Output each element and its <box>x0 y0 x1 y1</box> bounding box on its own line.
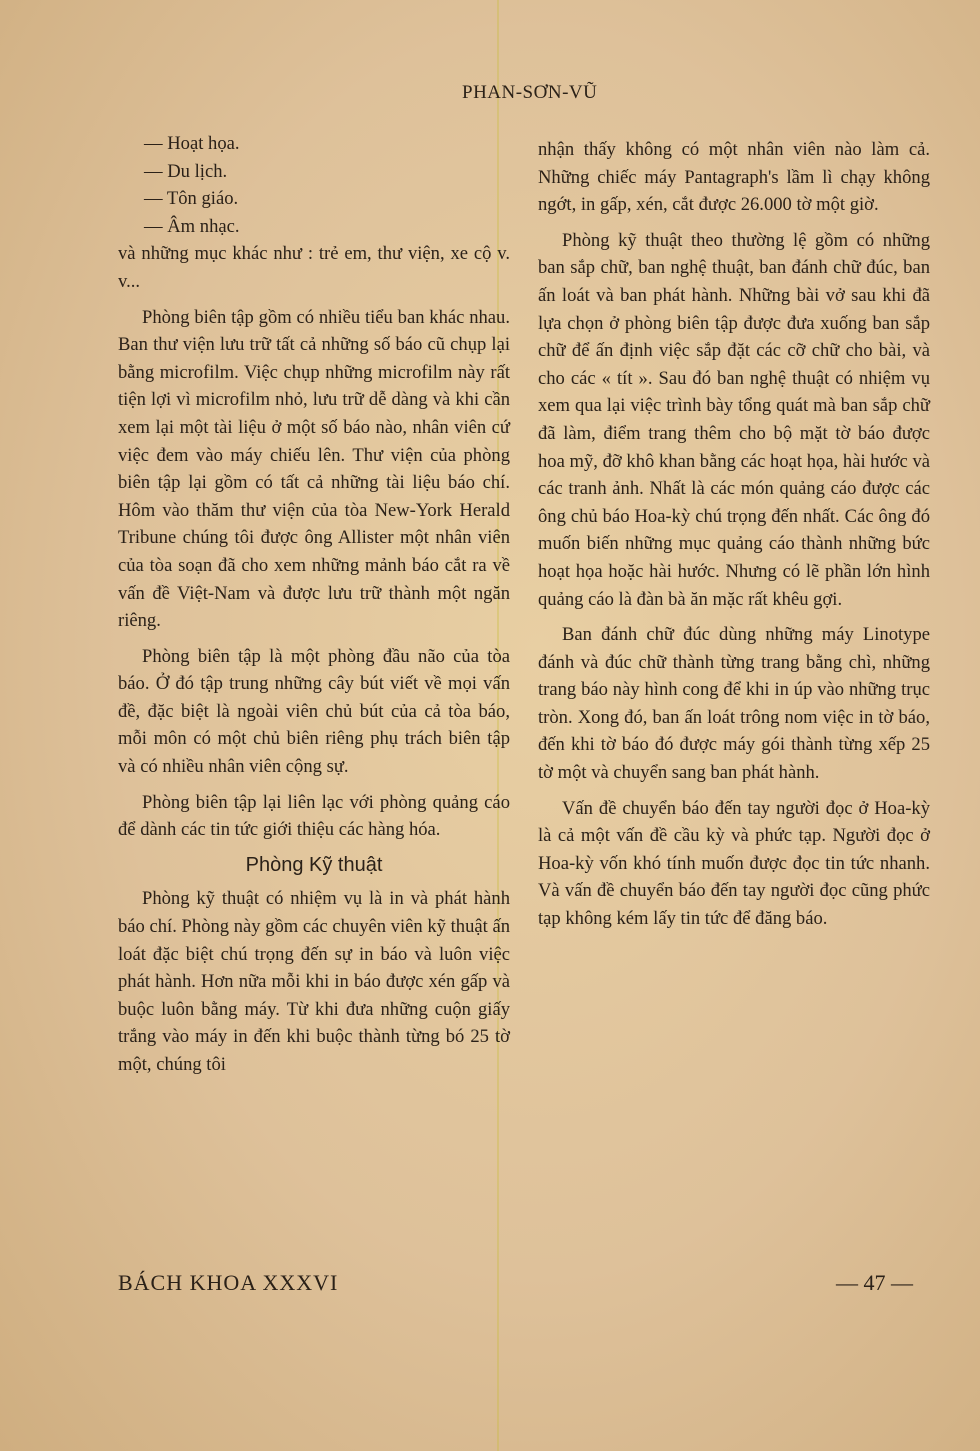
paragraph: Phòng biên tập là một phòng đầu não của tòa báo. Ở đó tập trung những cây bút viết về mọi vấn đề, đặc biệt là ngoài viên chủ bút của cả tòa báo, mỗi môn có một chủ biên riêng phụ trách biên tập và có nhiều nhân viên cộng sự. <box>118 645 510 778</box>
paragraph: Phòng biên tập lại liên lạc với phòng quảng cáo để dành các tin tức giới thiệu các hàng hóa. <box>118 791 510 841</box>
list-item: — Tôn giáo. <box>144 188 239 210</box>
left-column <box>118 130 510 1087</box>
paragraph: Phòng biên tập gồm có nhiều tiểu ban khác nhau. Ban thư viện lưu trữ tất cả những số báo cũ chụp lại bằng microfilm. Việc chụp những microfilm này rất tiện lợi vì microfilm nhỏ, lưu trữ dễ dàng và khi cần xem lại một tài liệu ở một số báo nào, nhân viên cứ việc đem vào máy chiếu lên. Thư viện của phòng biên tập lại gồm có tất cả những tài liệu báo chí. Hôm vào thăm thư viện của tòa New-York Herald Tribune chúng tôi được ông Allister một nhân viên của tòa soạn đã cho xem những mảnh báo cắt ra về vấn đề Việt-Nam và được lưu trữ thành một ngăn riêng. <box>118 306 510 632</box>
page-header: PHAN-SƠN-VŨ <box>462 82 598 103</box>
publication-footer: BÁCH KHOA XXXVI <box>118 1270 339 1295</box>
right-column <box>538 136 930 941</box>
paragraph: và những mục khác như : trẻ em, thư viện, xe cộ v. v... <box>118 243 510 292</box>
list-item: — Du lịch. <box>144 160 228 182</box>
list-item: — Âm nhạc. <box>144 215 240 237</box>
paragraph: Phòng kỹ thuật có nhiệm vụ là in và phát hành báo chí. Phòng này gồm các chuyên viên kỹ thuật ấn loát đặc biệt chú trọng đến sự in báo và luôn việc phát hành. Hơn nữa mỗi khi in báo được xén gấp và buộc luôn bằng máy. Từ khi đưa những cuộn giấy trắng vào máy in đến khi buộc thành từng bó 25 tờ một, chúng tôi <box>118 888 510 1075</box>
page-number: — 47 — <box>836 1270 913 1295</box>
paragraph: Phòng kỹ thuật theo thường lệ gồm có những ban sắp chữ, ban nghệ thuật, ban đánh chữ đúc, ban ấn loát và ban phát hành. Những bài vở sau khi đã lựa chọn ở phòng biên tập được đưa xuống ban sắp chữ để ấn định việc sắp đặt các cỡ chữ cho bài, và cho các « tít ». Sau đó ban nghệ thuật có nhiệm vụ xem qua lại việc trình bày tổng quát mà ban sắp chữ đã làm, điểm trang thêm cho bộ mặt tờ báo được hoa mỹ, đỡ khô khan bằng các hoạt họa, hài hước và các tranh ảnh. Nhất là các món quảng cáo được các ông chủ báo Hoa-kỳ chú trọng đến nhất. Các ông đó muốn biến những mục quảng cáo thành những bức hoạt họa hoặc hài hước. Nhưng có lẽ phần lớn hình quảng cáo là đàn bà ăn mặc rất khêu gợi. <box>538 229 930 610</box>
paragraph: Vấn đề chuyển báo đến tay người đọc ở Hoa-kỳ là cả một vấn đề cầu kỳ và phức tạp. Người đọc ở Hoa-kỳ vốn khó tính muốn được đọc tin tức nhanh. Và vấn đề chuyển báo đến tay người đọc cũng phức tạp không kém lấy tin tức để đăng báo. <box>538 797 930 930</box>
list-item: — Hoạt họa. <box>144 133 240 154</box>
section-heading: Phòng Kỹ thuật <box>245 853 383 876</box>
paragraph: Ban đánh chữ đúc dùng những máy Linotype đánh và đúc chữ thành từng trang bằng chì, những trang báo này hình cong để khi in úp vào những trục tròn. Xong đó, ban ấn loát trông nom việc in tờ báo, đến khi tờ báo đó được máy gói thành từng xếp 25 tờ một và chuyển sang ban phát hành. <box>538 624 930 784</box>
paragraph: nhận thấy không có một nhân viên nào làm cả. Những chiếc máy Pantagraph's lầm lì chạy không ngớt, in gấp, xén, cắt được 26.000 tờ một giờ. <box>538 139 930 216</box>
